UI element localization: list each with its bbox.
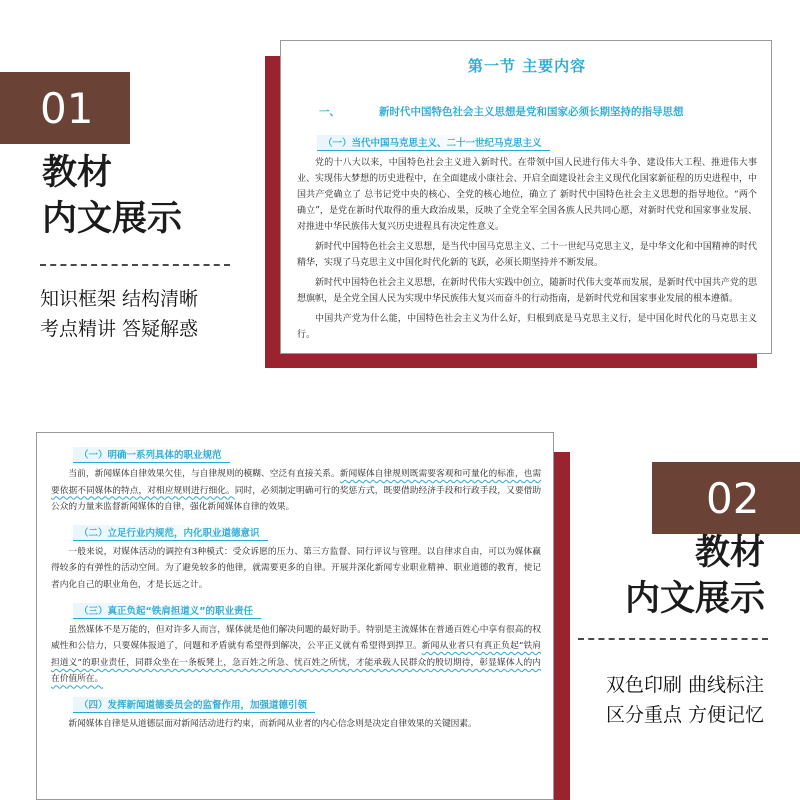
body-paragraph: [51, 466, 541, 516]
heading-line: 教材: [42, 152, 113, 193]
body-paragraph: 新时代中国特色社会主义思想，是当代中国马克思主义、二十一世纪马克思主义，是中华文化和中国精神的时代精华，实现了马克思主义中国化时代化新的飞跃，必须长期坚持并不断发展。: [297, 242, 757, 268]
feature-line: 知识框架 结构清晰: [40, 288, 199, 310]
feature-line: 考点精讲 答疑解惑: [40, 318, 199, 340]
heading-line: 内文展示: [624, 578, 765, 619]
dashed-divider: [40, 264, 230, 266]
textbook-page-sample: [280, 40, 772, 354]
section-number-badge: [0, 72, 130, 144]
badge-number: 02: [706, 473, 760, 523]
badge-number: 01: [40, 83, 94, 133]
section-title: 第一节 主要内容: [467, 57, 587, 75]
body-text: 虽然媒体不是万能的，但对许多人而言，媒体就是他们解决问题的最好助手。特别是主流媒体在普通百姓心中享有很高的权威性和公信力，只要媒体报道了，问题和矛盾就有希望得到解决，公平正义就有希望得到捍卫。: [51, 624, 541, 652]
panel-heading: [42, 150, 182, 242]
feature-list: [40, 284, 198, 344]
body-paragraph: 党的十八大以来，中国特色社会主义进入新时代。在带领中国人民进行伟大斗争、建设伟大工程、推进伟大事业、实现伟大梦想的历史进程中，在全面建成小康社会、开启全面建设社会主义现代化国家新征程的历史进程中，中国共产党确立了 总书记党中央的核心、全党的核心地位，确立了 新时代中国特色社会主义思想的指导地位。“两个确立”，是党在新时代取得的重大政治成果，反映了全党全军全国各族人民共同心愿，对新时代党和国家事业发展、对推进中华民族伟大复兴历史进程具有决定性意义。: [297, 158, 757, 232]
feature-line: 双色印刷 曲线标注: [605, 674, 764, 696]
dashed-divider: [578, 638, 768, 640]
textbook-page-sample: [36, 432, 554, 800]
subheading: （一）明确一系列具体的职业规范: [73, 447, 230, 463]
body-paragraph: 新时代中国特色社会主义思想，在新时代伟大实践中创立，随新时代伟大变革而发展，是新时代中国共产党的思想旗帜，是全党全国人民为实现中华民族伟大复兴而奋斗的行动指南，是新时代党和国家事业发展的根本遵循。: [297, 278, 757, 304]
body-text: 当前，新闻媒体自律效果欠佳，与自律规则的模糊、空泛有直接关系。: [68, 469, 340, 479]
body-text: 同时，必须制定明确可行的奖惩方式，既要借助经济手段和行政手段，又要借助公众的力量来监督新闻媒体的自律，强化新闻媒体自律的效果。: [51, 485, 542, 513]
wavy-underlined-text: 新闻从业者只有真正负起“铁肩担道义”的职业责任，同群众坐在一条板凳上，急百姓之所急、忧百姓之所忧，才能承载人民群众的殷切期待，彰显媒体人的内在价值所在。: [51, 641, 541, 685]
body-paragraph: 新闻媒体自律是从道德层面对新闻活动进行约束，而新闻从业者的内心信念则是决定自律效果的关键因素。: [68, 718, 477, 729]
chapter-number: 一、: [319, 106, 340, 118]
chapter-title: [297, 104, 757, 119]
heading-line: 教材: [694, 532, 765, 573]
subheading: （一）当代中国马克思主义、二十一世纪马克思主义: [317, 135, 550, 151]
body-paragraph: 一般来说，对媒体活动的调控有3种模式：受众诉愿的压力、第三方监督、同行评议与管理。以自律求自由，可以为媒体赢得较多的有弹性的活动空间。为了避免较多的他律，就需要更多的自律。开展并深化新闻专业职业精神、职业道德的教育，使记者内化自己的职业角色，才是长远之计。: [51, 546, 541, 590]
feature-list: [606, 670, 764, 730]
panel-heading: [600, 530, 765, 622]
section-number-badge: [652, 462, 800, 534]
body-paragraph: [51, 622, 541, 688]
heading-line: 内文展示: [42, 198, 183, 239]
feature-line: 区分重点 方便记忆: [605, 704, 764, 726]
wavy-underlined-text: 新闻媒体自律规则既需要客观和可量化的标准，也需要依据不同媒体的特点，对相应规则进行细化。: [51, 469, 542, 496]
subheading: （三）真正负起“铁肩担道义”的职业责任: [73, 603, 261, 619]
subheading: （二）立足行业内规范，内化职业道德意识: [73, 525, 268, 541]
body-paragraph: 中国共产党为什么能，中国特色社会主义为什么好，归根到底是马克思主义行，是中国化时代化的马克思主义行。: [297, 314, 757, 340]
subheading: （四）发挥新闻道德委员会的监督作用，加强道德引领: [73, 697, 315, 713]
chapter-title-text: 新时代中国特色社会主义思想是党和国家必须长期坚持的指导思想: [379, 106, 684, 118]
